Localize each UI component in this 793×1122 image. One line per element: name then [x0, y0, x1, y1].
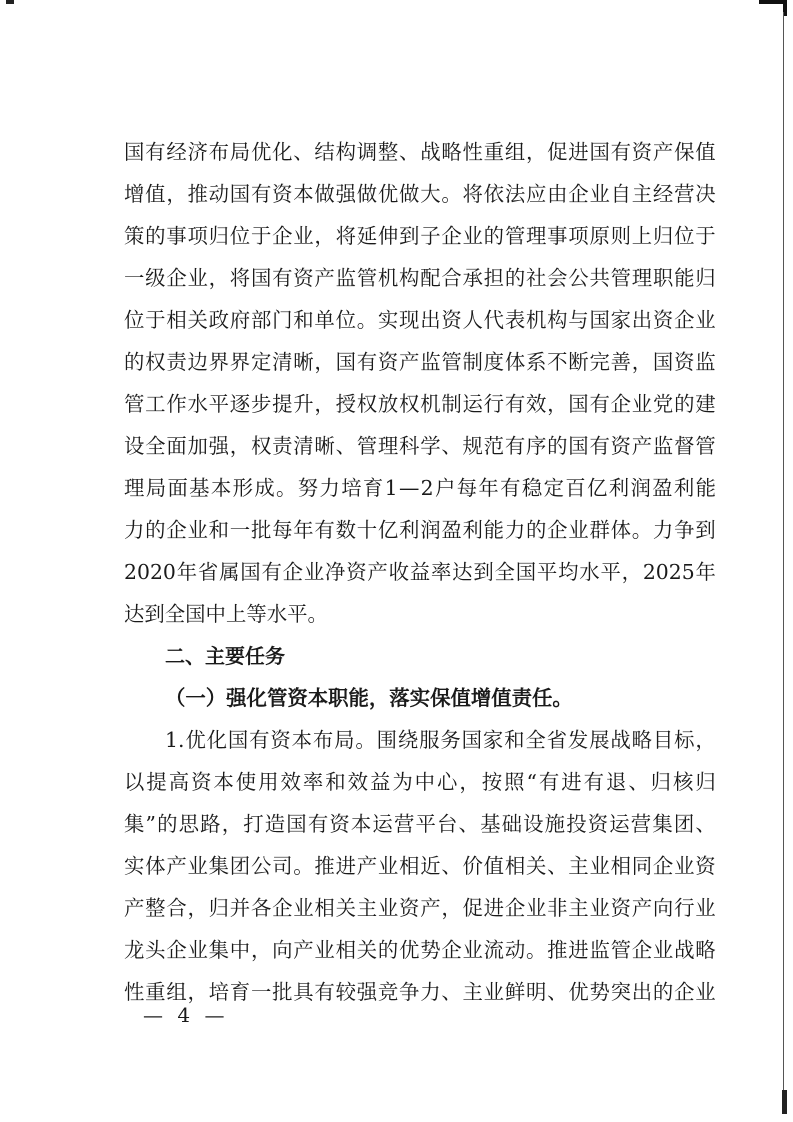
paragraph-line: 集 ” 的 思 路 ， 打 造 国 有 资 本 运 营 平 台 、 基 础 设 施 投 资 运 营 集 团 、 [124, 812, 716, 836]
paragraph-line: 位 于 相 关 政 府 部 门 和 单 位 。 实 现 出 资 人 代 表 机 构 与 国 家 出 资 企 业 [124, 308, 716, 332]
scan-bottom-mark [782, 1090, 787, 1114]
paragraph-line: 达到全国中上等水平。 [124, 602, 328, 626]
paragraph-line: 理 局 面 基 本 形 成 。 努 力 培 育 1 — 2 户 每 年 有 稳 定 百 亿 利 润 盈 利 能 [124, 476, 716, 500]
page-number: — 4 — [143, 1003, 229, 1027]
paragraph-line: 产 整 合 ， 归 并 各 企 业 相 关 主 业 资 产 ， 促 进 企 业 非 主 业 资 产 向 行 业 [124, 896, 716, 920]
paragraph-line: 管 工 作 水 平 逐 步 提 升 ， 授 权 放 权 机 制 运 行 有 效 ， 国 有 企 业 党 的 建 [124, 392, 716, 416]
paragraph-line: 龙 头 企 业 集 中 ， 向 产 业 相 关 的 优 势 企 业 流 动 。 推 进 监 管 企 业 战 略 [124, 938, 716, 962]
paragraph-line: 1. 优 化 国 有 资 本 布 局 。 围 绕 服 务 国 家 和 全 省 发 展 战 略 目 标 ， [165, 728, 716, 752]
document-body [124, 131, 716, 1013]
paragraph-line: 实 体 产 业 集 团 公 司 。 推 进 产 业 相 近 、 价 值 相 关 、 主 业 相 同 企 业 资 [124, 854, 716, 878]
paragraph-line: 2020 年 省 属 国 有 企 业 净 资 产 收 益 率 达 到 全 国 平 均 水 平 ， 2025 年 [124, 560, 716, 584]
paragraph-line: 设 全 面 加 强 ， 权 责 清 晰 、 管 理 科 学 、 规 范 有 序 的 国 有 资 产 监 督 管 [124, 434, 716, 458]
paragraph-line: 策 的 事 项 归 位 于 企 业 ， 将 延 伸 到 子 企 业 的 管 理 事 项 原 则 上 归 位 于 [124, 224, 716, 248]
paragraph-line: 性 重 组 ， 培 育 一 批 具 有 较 强 竞 争 力 、 主 业 鲜 明 、 优 势 突 出 的 企 业 [124, 980, 716, 1004]
scan-edge-mark [6, 0, 14, 4]
paragraph-line: 的 权 责 边 界 界 定 清 晰 ， 国 有 资 产 监 管 制 度 体 系 不 断 完 善 ， 国 资 监 [124, 350, 716, 374]
paragraph-line: 以 提 高 资 本 使 用 效 率 和 效 益 为 中 心 ， 按 照 “ 有 进 有 退 、 归 核 归 [124, 770, 716, 794]
paragraph-line: 一 级 企 业 ， 将 国 有 资 产 监 管 机 构 配 合 承 担 的 社 会 公 共 管 理 职 能 归 [124, 266, 716, 290]
paragraph-line: 力 的 企 业 和 一 批 每 年 有 数 十 亿 利 润 盈 利 能 力 的 企 业 群 体 。 力 争 到 [124, 518, 716, 542]
subsection-heading: （一）强化管资本职能，落实保值增值责任。 [165, 686, 573, 710]
scan-right-border [783, 12, 784, 1107]
paragraph-line: 增 值 ， 推 动 国 有 资 本 做 强 做 优 做 大 。 将 依 法 应 由 企 业 自 主 经 营 决 [124, 182, 716, 206]
section-heading: 二、主要任务 [165, 644, 285, 668]
paragraph-line: 国 有 经 济 布 局 优 化 、 结 构 调 整 、 战 略 性 重 组 ， 促 进 国 有 资 产 保 值 [124, 140, 716, 164]
